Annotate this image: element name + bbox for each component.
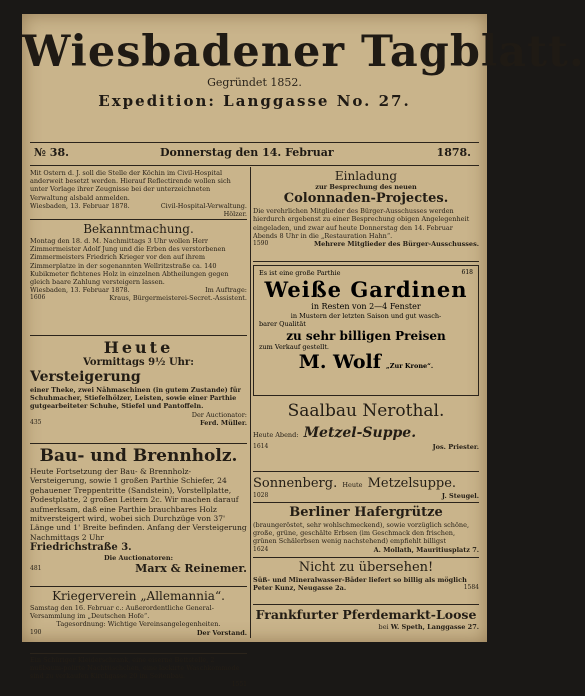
kleiderschrank-ad: Ein Schüriger Kleiderschrank, eine eiserne Bettstelle, 2 nußbaum-polirte Nachttischchen, eine lackirte Waschkommode sind zu verkaufen Kirchgasse 20 im Seitenbau. 1551	[30, 656, 247, 688]
left-column	[30, 169, 247, 688]
kriegerverein-ad: Kriegerverein „Allemannia“. Samstag den 16. Februar c.: Außerordentliche General-Versammlung im „Deutschen Hofe“. Tagesordnung: Wichtige Vereinsangelegenheiten. 190 Der Vorstand.	[30, 589, 247, 637]
pferdemarkt-lose-ad: Frankfurter Pferdemarkt-Loose bei W. Speth, Langgasse 27.	[255, 607, 479, 631]
einladung-ad: Einladung zur Besprechung des neuen Colonnaden-Projectes. Die verehrlichen Mitglieder des Bürger-Ausschusses werden hierdurch ergebenst zu einer Besprechung obigen Angelegenheit eingeladen, und zwar auf heute Donnerstag den 14. Februar Abends 8 Uhr in die „Restauration Hahn“. 1590 Mehrere Mitglieder des Bürger-Ausschusses.	[253, 169, 479, 249]
masthead	[22, 26, 585, 110]
issue-year: 1878.	[436, 146, 471, 159]
gardinen-ad: Es ist eine große Parthie 618 Weiße Gardinen in Resten von 2—4 Fenster in Mustern der letzten Saison und gut wasch- barer Qualität zu sehr billigen Preisen zum Verkauf gestellt. M. Wolf „Zur Krone“.	[253, 265, 479, 396]
newspaper-page	[22, 14, 585, 688]
issue-date: Donnerstag den 14. Februar	[160, 146, 334, 159]
right-column	[253, 169, 479, 638]
bekanntmachung-ad: Bekanntmachung. Montag den 18. d. M. Nachmittags 3 Uhr wollen Herr Zimmermeister Adolf Jung und die Erben des verstorbenen Zimmermeisters Friedrich Krieger vor den auf ihrem Zimmerplatze in der sogenannten Wellritzstraße ca. 140 Kubikmeter fichtenes Holz in einzelnen Abtheilungen gegen gleich baare Zahlung versteigern lassen. Wiesbaden, 13. Februar 1878. Im Auftrage: 1606 Kraus, Bürgermeisterei-Secret.-Assistent.	[30, 222, 247, 303]
hafergruetze-ad: Berliner Hafergrütze (braungeröstet, sehr wohlschmeckend), sowie vorzüglich schöne, große, grüne, geschälte Erbsen (im Geschmack den frischen, grünen Schälerbsen wenig nachstehend) empfiehlt billigst 1624 A. Mollath, Mauritiusplatz 7.	[253, 505, 479, 554]
sonnenberg-ad: Sonnenberg. Heute Metzelsuppe. 1028 J. Steugel.	[253, 476, 479, 500]
issue-line	[30, 146, 479, 164]
column-divider	[250, 167, 251, 638]
newspaper-title: Wiesbadener Tagblatt.	[22, 27, 585, 77]
masthead-rule	[30, 142, 479, 143]
hospital-notice: Mit Ostern d. J. soll die Stelle der Köchin im Civil-Hospital anderweit besetzt werden. Hierauf Reflectirende wollen sich unter Vorlage ihrer Zeugnisse bei der unterzeichneten Verwaltung alsbald anmelden. Wiesbaden, 13. Februar 1878. Civil-Hospital-Verwaltung. Hölzer.	[30, 169, 247, 219]
issue-rule	[30, 165, 479, 166]
heute-auction-ad: Heute Vormittags 9½ Uhr: Versteigerung einer Theke, zwei Nähmaschinen (in gutem Zustande) für Schuhmacher, Stiefelhölzer, Leisten, sowie einer Parthie gutgearbeiteter Schuhe, Stiefel und Pantoffeln. Der Auctionator: 435 Ferd. Müller.	[30, 338, 247, 427]
nicht-uebersehen-ad: Nicht zu übersehen! Süß- und Mineralwasser-Bäder liefert so billig als möglich Peter Kunz, Neugasse 2a. 1584	[253, 560, 479, 593]
issue-number: № 38.	[34, 146, 69, 159]
founded-line: Gegründet 1852.	[207, 76, 302, 89]
expedition-line: Expedition: Langgasse No. 27.	[98, 92, 411, 110]
bau-brennholz-ad: Bau- und Brennholz. Heute Fortsetzung der Bau- & Brennholz-Versteigerung, sowie 1 großen Parthie Schiefer, 24 gehauener Treppentritte (Sandstein), Vorstellplatte, Podestplatte, 2 großen Leitern 2c. Wir machen darauf aufmerksam, daß eine Parthie brauchbares Holz mitversteigert wird, wobei sich Durchzüge von 37' Länge und 1' Breite befinden. Anfang der Versteigerung Nachmittags 2 Uhr Friedrichstraße 3. Die Auctionatoren: 481 Marx & Reinemer.	[30, 446, 247, 576]
saalbau-ad: Saalbau Nerothal. Heute Abend: Metzel-Suppe. 1614 Jos. Priester.	[253, 401, 479, 451]
